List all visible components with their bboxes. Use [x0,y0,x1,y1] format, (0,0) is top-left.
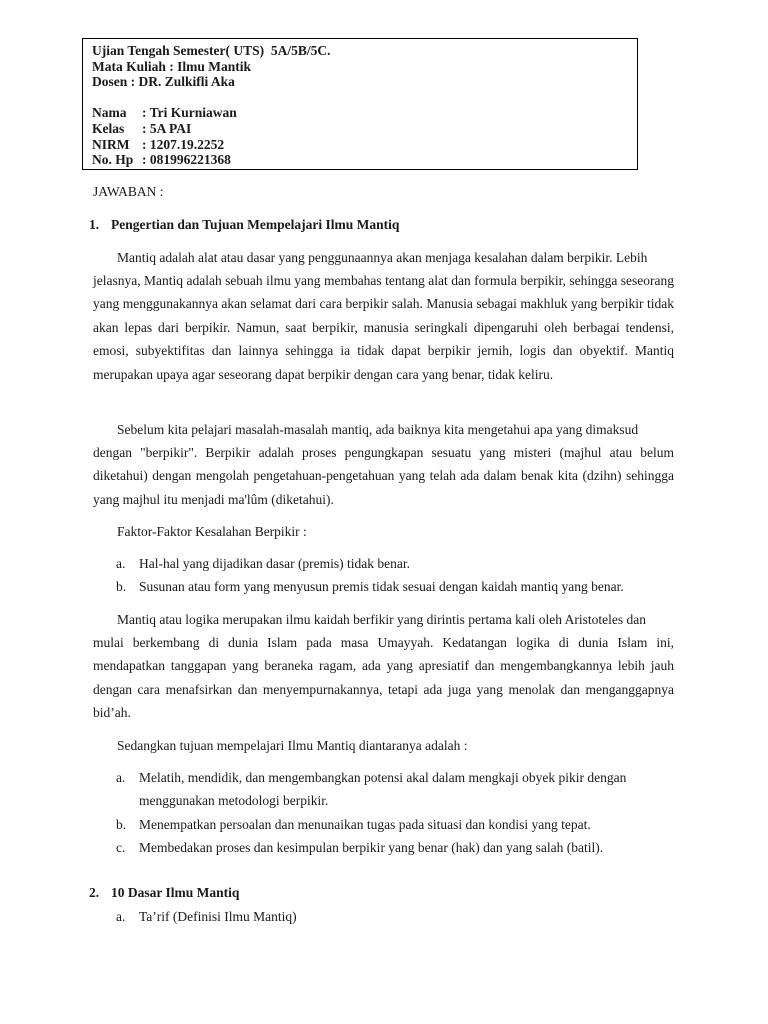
section-number: 2. [89,885,100,900]
list-marker: b. [116,817,127,832]
paragraph-first-line: Mantiq atau logika merupakan ilmu kaidah berfikir yang dirintis pertama kali oleh Aristoteles dan [117,612,646,627]
paragraph-first-line: Mantiq adalah alat atau dasar yang penggunaannya akan menjaga kesalahan dalam berpikir. Lebih [117,250,648,265]
list-item: Membedakan proses dan kesimpulan berpikir yang benar (hak) dan yang salah (batil). [139,840,604,855]
student-class-row [92,121,637,137]
field-value: : 5A PAI [142,120,192,136]
field-value: : 081996221368 [142,152,231,168]
list-item: Ta’rif (Definisi Ilmu Mantiq) [139,909,297,924]
field-value: : Tri Kurniawan [142,105,237,121]
paragraph-body: mulai berkembang di dunia Islam pada masa Umayyah. Kedatangan logika di dunia Islam ini, mendapatkan tanggapan yang beraneka ragam, ada yang apresiatif dan mengembangkannya lebih jauh dengan cara menafsirkan dan menyempurnakannya, tetapi ada juga yang menolak dan menganggapnya bid’ah. [93,635,674,721]
field-value: : 1207.19.2252 [142,136,225,152]
section-title: 10 Dasar Ilmu Mantiq [111,885,240,900]
list-item-line: menggunakan metodologi berpikir. [139,793,329,809]
section-number: 1. [89,217,100,232]
paragraph-body: dengan "berpikir". Berpikir adalah proses pengungkapan sesuatu yang misteri (majhul atau belum diketahui) dengan mengolah pengetahuan-pengetahuan yang telah ada dalam benak kita (dzihn) sehingga yang majhul itu menjadi ma'lûm (diketahui). [93,445,674,507]
list-marker: b. [116,579,127,594]
list-item-line: Melatih, mendidik, dan mengembangkan potensi akal dalam mengkaji obyek pikir dengan [139,770,627,785]
list-marker: c. [116,840,126,855]
section-title: Pengertian dan Tujuan Mempelajari Ilmu Mantiq [111,217,400,232]
list-marker: a. [116,556,126,571]
paragraph-body: jelasnya, Mantiq adalah sebuah ilmu yang membahas tentang alat dan formula berpikir, sehingga seseorang yang menggunakannya akan selamat dari cara berpikir salah. Manusia sebagai makhluk yang berpikir tidak akan lepas dari berpikir. Namun, saat berpikir, manusia seringkali dipengaruhi oleh berbagai tendensi, emosi, subyektifitas dan lainnya sehingga ia tidak dapat berpikir jernih, logis dan obyektif. Mantiq merupakan upaya agar seseorang dapat berpikir dengan cara yang benar, tidak keliru. [93,273,674,382]
student-phone-row [92,152,637,168]
student-nirm-row [92,137,637,153]
list-marker: a. [116,770,126,785]
field-label: Nama [92,105,127,121]
goals-intro: Sedangkan tujuan mempelajari Ilmu Mantiq diantaranya adalah : [117,738,468,753]
student-info-box [82,38,638,170]
field-label: NIRM [92,136,130,152]
factors-intro: Faktor-Faktor Kesalahan Berpikir : [117,524,307,539]
list-item: Menempatkan persoalan dan menunaikan tugas pada situasi dan kondisi yang tepat. [139,817,591,832]
list-item: Susunan atau form yang menyusun premis tidak sesuai dengan kaidah mantiq yang benar. [139,579,624,594]
exam-title: Ujian Tengah Semester( UTS) 5A/5B/5C. [92,43,331,58]
list-marker: a. [116,909,126,924]
lecturer-name: Dosen : DR. Zulkifli Aka [92,74,235,90]
field-label: No. Hp [92,152,134,168]
course-name: Mata Kuliah : Ilmu Mantik [92,58,252,74]
field-label: Kelas [92,120,125,136]
paragraph-first-line: Sebelum kita pelajari masalah-masalah mantiq, ada baiknya kita mengetahui apa yang dimaksud [117,422,639,437]
answer-heading: JAWABAN : [93,184,164,199]
list-item: Hal-hal yang dijadikan dasar (premis) tidak benar. [139,556,411,571]
student-name-row [92,105,637,121]
list-item [139,766,674,813]
